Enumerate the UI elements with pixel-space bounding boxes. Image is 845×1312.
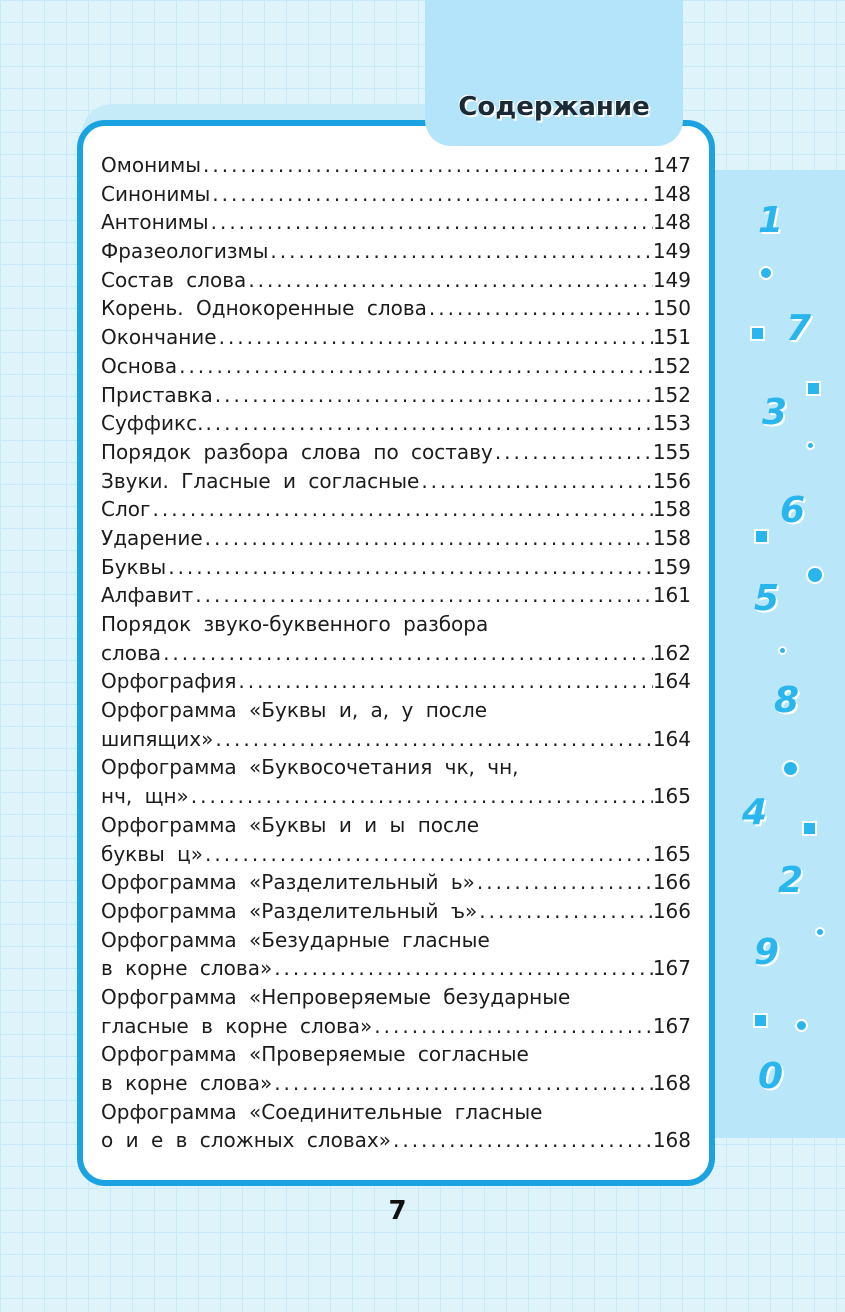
toc-entry-page: 148 [652,210,691,235]
toc-entry [101,954,691,983]
toc-entry-title: Суффикс. [101,411,204,436]
toc-entry [101,467,691,496]
decor-digit: 9 [754,932,780,973]
toc-entry-title: гласные в корне слова» [101,1013,373,1038]
toc-entry-title: Состав слова [101,267,247,292]
toc-entry [101,1069,691,1098]
toc-entry [101,639,691,668]
decor-digit: 2 [778,860,804,901]
toc-leader-dots [419,467,653,496]
toc-entry-page: 149 [652,239,691,264]
toc-entry-page: 166 [652,898,691,923]
toc-entry [101,667,691,696]
toc-leader-dots [177,352,653,381]
toc-leader-dots [166,553,653,582]
decor-dot [806,566,824,584]
toc-entry [101,868,691,897]
toc-entry-page: 168 [652,1128,691,1153]
toc-leader-dots [161,639,653,668]
toc-entry-page: 167 [652,956,691,981]
toc-entry [101,581,691,610]
toc-entry-title: Орфограмма «Безударные гласные [101,927,490,952]
toc-leader-dots [236,667,652,696]
decor-dot [759,266,773,280]
toc-entry-title: Корень. Однокоренные слова [101,296,427,321]
toc-entry-page: 150 [652,296,691,321]
toc-entry [101,1012,691,1041]
decor-dot [815,927,825,937]
toc-leader-dots [391,1126,653,1155]
toc-entry-page: 168 [652,1071,691,1095]
toc-entry-page: 158 [652,497,691,522]
decor-digit: 6 [780,490,806,531]
toc-entry-page: 158 [652,525,691,550]
toc-entry [101,753,691,782]
toc-leader-dots [268,237,652,266]
toc-leader-dots [151,495,653,524]
decor-square [806,381,821,396]
toc-leader-dots [272,1069,653,1098]
toc-entry-title: Орфограмма «Разделительный ь» [101,870,475,895]
decor-square [802,821,817,836]
toc-entry-title: Фразеологизмы [101,239,269,264]
toc-entry-page: 152 [652,353,691,378]
decor-digit: 3 [762,392,788,433]
toc-entry-page: 151 [652,325,691,350]
toc-entry-title: Орфограмма «Разделительный ъ» [101,898,478,923]
toc-entry-title: о и е в сложных словах» [101,1128,391,1153]
toc-leader-dots [246,266,653,295]
toc-entry [101,208,691,237]
decor-dot [778,646,787,655]
toc-entry-title: Порядок звуко-буквенного разбора [101,612,489,636]
toc-entry [101,725,691,754]
toc-entry-page: 167 [652,1013,691,1038]
toc-leader-dots [427,294,653,323]
toc-leader-dots [201,151,653,180]
toc-entry-title: Алфавит [101,583,194,608]
toc-entry-title: Орфограмма «Соединительные гласные [101,1099,543,1124]
toc-entry [101,180,691,209]
toc-entry-title: Ударение [101,525,203,550]
decor-square [754,529,769,544]
toc-leader-dots [372,1012,653,1041]
toc-entry-page: 165 [652,841,691,866]
toc-entry-title: Слог [101,497,151,522]
toc-entry [101,553,691,582]
toc-entry [101,495,691,524]
toc-entry-page: 159 [652,554,691,579]
toc-entry-page: 166 [652,870,691,895]
decor-digit: 0 [758,1056,784,1097]
table-of-contents [101,151,691,1155]
decor-dot [782,760,799,777]
toc-entry-title: Антонимы [101,210,209,235]
toc-leader-dots [193,581,653,610]
toc-entry-page: 161 [652,583,691,608]
toc-entry-title: Приставка [101,382,213,407]
toc-entry-page: 147 [652,153,691,177]
toc-entry [101,811,691,840]
toc-entry [101,696,691,725]
toc-entry-title: Буквы [101,554,167,579]
toc-entry-title: Орфография [101,669,237,694]
page-number: 7 [388,1196,407,1226]
toc-entry-page: 165 [652,784,691,809]
toc-leader-dots [203,840,653,869]
decor-dot [806,441,815,450]
toc-entry-title: Омонимы [101,153,202,177]
toc-entry-page: 152 [652,382,691,407]
toc-entry-title: Основа [101,353,178,378]
toc-entry-page: 156 [652,468,691,493]
toc-entry-page: 164 [652,726,691,751]
toc-entry-page: 155 [652,439,691,464]
toc-entry-page: 153 [652,411,691,436]
toc-leader-dots [209,208,653,237]
toc-entry-title: Орфограмма «Буквосочетания чк, чн, [101,755,519,780]
toc-leader-dots [272,954,653,983]
title-tab [425,0,683,146]
decor-digit: 5 [754,578,780,619]
toc-entry-title: в корне слова» [101,956,273,981]
toc-entry-title: Окончание [101,325,217,350]
toc-entry [101,438,691,467]
toc-leader-dots [213,725,652,754]
toc-entry [101,782,691,811]
toc-entry [101,897,691,926]
toc-leader-dots [493,438,653,467]
decor-digit: 8 [774,680,800,721]
toc-entry-title: шипящих» [101,726,214,751]
toc-entry-title: Порядок разбора слова по составу [101,439,493,464]
toc-leader-dots [203,409,652,438]
toc-entry-title: нч, щн» [101,784,189,809]
toc-entry [101,610,691,639]
toc-leader-dots [477,897,653,926]
toc-entry-title: Орфограмма «Непроверяемые безударные [101,984,571,1009]
toc-entry-title: слова [101,640,162,665]
toc-leader-dots [210,180,653,209]
decor-square [753,1013,768,1028]
toc-entry-title: буквы ц» [101,841,204,866]
toc-leader-dots [217,323,653,352]
toc-entry [101,409,691,438]
toc-entry [101,381,691,410]
toc-leader-dots [213,381,653,410]
toc-entry-page: 148 [652,181,691,206]
page-title: Содержание [458,92,650,122]
toc-entry-title: Синонимы [101,181,211,206]
toc-entry-title: в корне слова» [101,1071,273,1095]
toc-entry [101,840,691,869]
toc-entry-page: 164 [652,669,691,694]
toc-entry [101,237,691,266]
toc-entry-page: 162 [652,640,691,665]
toc-entry-title: Орфограмма «Буквы и и ы после [101,812,480,837]
toc-entry [101,1126,691,1155]
toc-entry [101,294,691,323]
toc-entry-title: Звуки. Гласные и согласные [101,468,420,493]
toc-entry-title: Орфограмма «Проверяемые согласные [101,1042,529,1067]
toc-entry [101,352,691,381]
toc-entry [101,151,691,180]
decor-digit: 4 [742,792,768,833]
toc-leader-dots [475,868,653,897]
toc-leader-dots [189,782,653,811]
toc-entry [101,926,691,955]
toc-entry [101,1040,691,1069]
toc-entry-title: Орфограмма «Буквы и, а, у после [101,698,488,723]
toc-entry-page: 149 [652,267,691,292]
decor-dot [795,1019,808,1032]
toc-entry [101,524,691,553]
toc-entry [101,266,691,295]
decor-digit: 1 [758,200,784,241]
decor-digit: 7 [786,308,812,349]
toc-entry [101,323,691,352]
toc-leader-dots [203,524,653,553]
toc-entry [101,983,691,1012]
toc-entry [101,1098,691,1127]
decor-square [750,326,765,341]
